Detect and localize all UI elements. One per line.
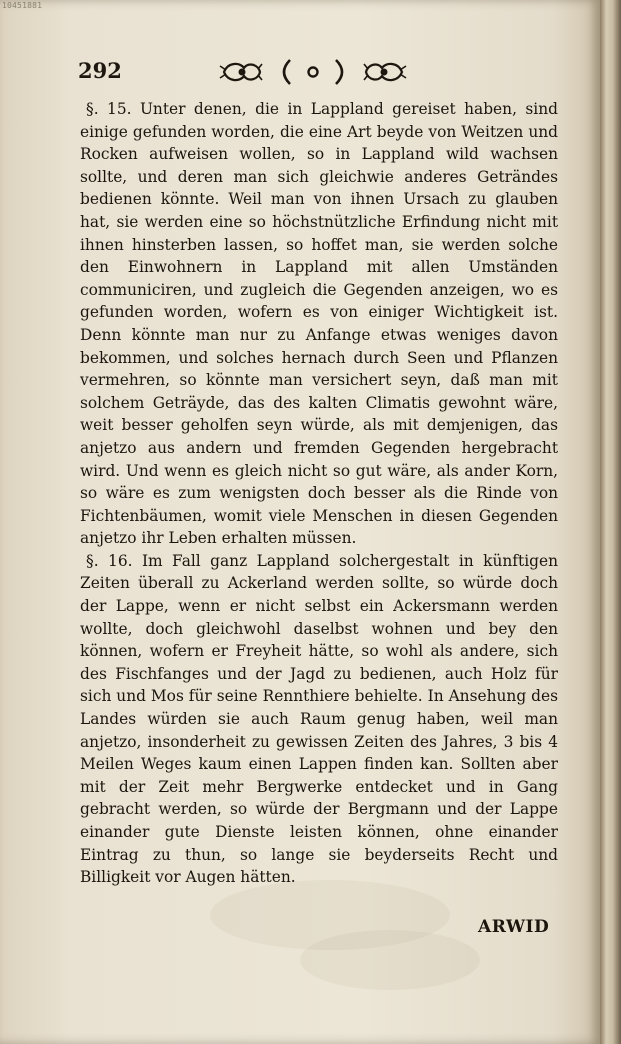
scan-id: 10451881 bbox=[2, 1, 43, 10]
fleuron-ornament-icon bbox=[218, 56, 408, 88]
body-text bbox=[80, 98, 558, 889]
page-edge bbox=[600, 0, 621, 1044]
paragraph-section-15: §. 15. Unter denen, die in Lappland gereiset haben, sind einige gefunden worden, die eine Art beyde von Weitzen und Rocken aufweisen wollen, so in Lappland wild wachsen sollte, und deren man sich gleichwie anderes Geträndes bedienen könnte. Weil man von ihnen Ursach zu glauben hat, sie werden eine so höchstnützliche Erfindung nicht mit ihnen hinsterben lassen, so hoffet man, sie werden solche den Einwohnern in Lappland mit allen Umständen communiciren, und zugleich die Gegenden anzeigen, wo es gefunden worden, wofern es von einiger Wichtigkeit ist. Denn könnte man nur zu Anfange etwas weniges davon bekommen, und solches hernach durch Seen und Pflanzen vermehren, so könnte man versichert seyn, daß man mit solchem Geträyde, das des kalten Climatis gewohnt wäre, weit besser geholfen seyn würde, als mit demjenigen, das anjetzo aus andern und fremden Gegenden hergebracht wird. Und wenn es gleich nicht so gut wäre, als ander Korn, so wäre es zum wenigsten doch besser als die Rinde von Fichtenbäumen, womit viele Menschen in diesen Gegenden anjetzo ihr Leben erhalten müssen. bbox=[80, 100, 558, 548]
page-number: 292 bbox=[78, 58, 122, 83]
catchword: ARWID bbox=[478, 917, 550, 937]
paper-stain bbox=[300, 930, 480, 990]
paragraph-section-16: §. 16. Im Fall ganz Lappland solchergestalt in künftigen Zeiten überall zu Ackerland werden sollte, so würde doch der Lappe, wenn er nicht selbst ein Ackersmann werden wollte, doch gleichwohl daselbst wohnen und bey den können, wofern er Freyheit hätte, so wohl als andere, sich des Fischfanges und der Jagd zu bedienen, auch Holz für sich und Mos für seine Rennthiere behielte. In Ansehung des Landes würden sie auch Raum genug haben, weil man anjetzo, insonderheit zu gewissen Zeiten des Jahres, 3 bis 4 Meilen Weges kaum einen Lappen finden kan. Sollten aber mit der Zeit mehr Bergwerke entdecket und in Gang gebracht werden, so würde der Bergmann und der Lappe einander gute Dienste leisten können, ohne einander Eintrag zu thun, so lange sie beyderseits Recht und Billigkeit vor Augen hätten. bbox=[80, 551, 558, 887]
